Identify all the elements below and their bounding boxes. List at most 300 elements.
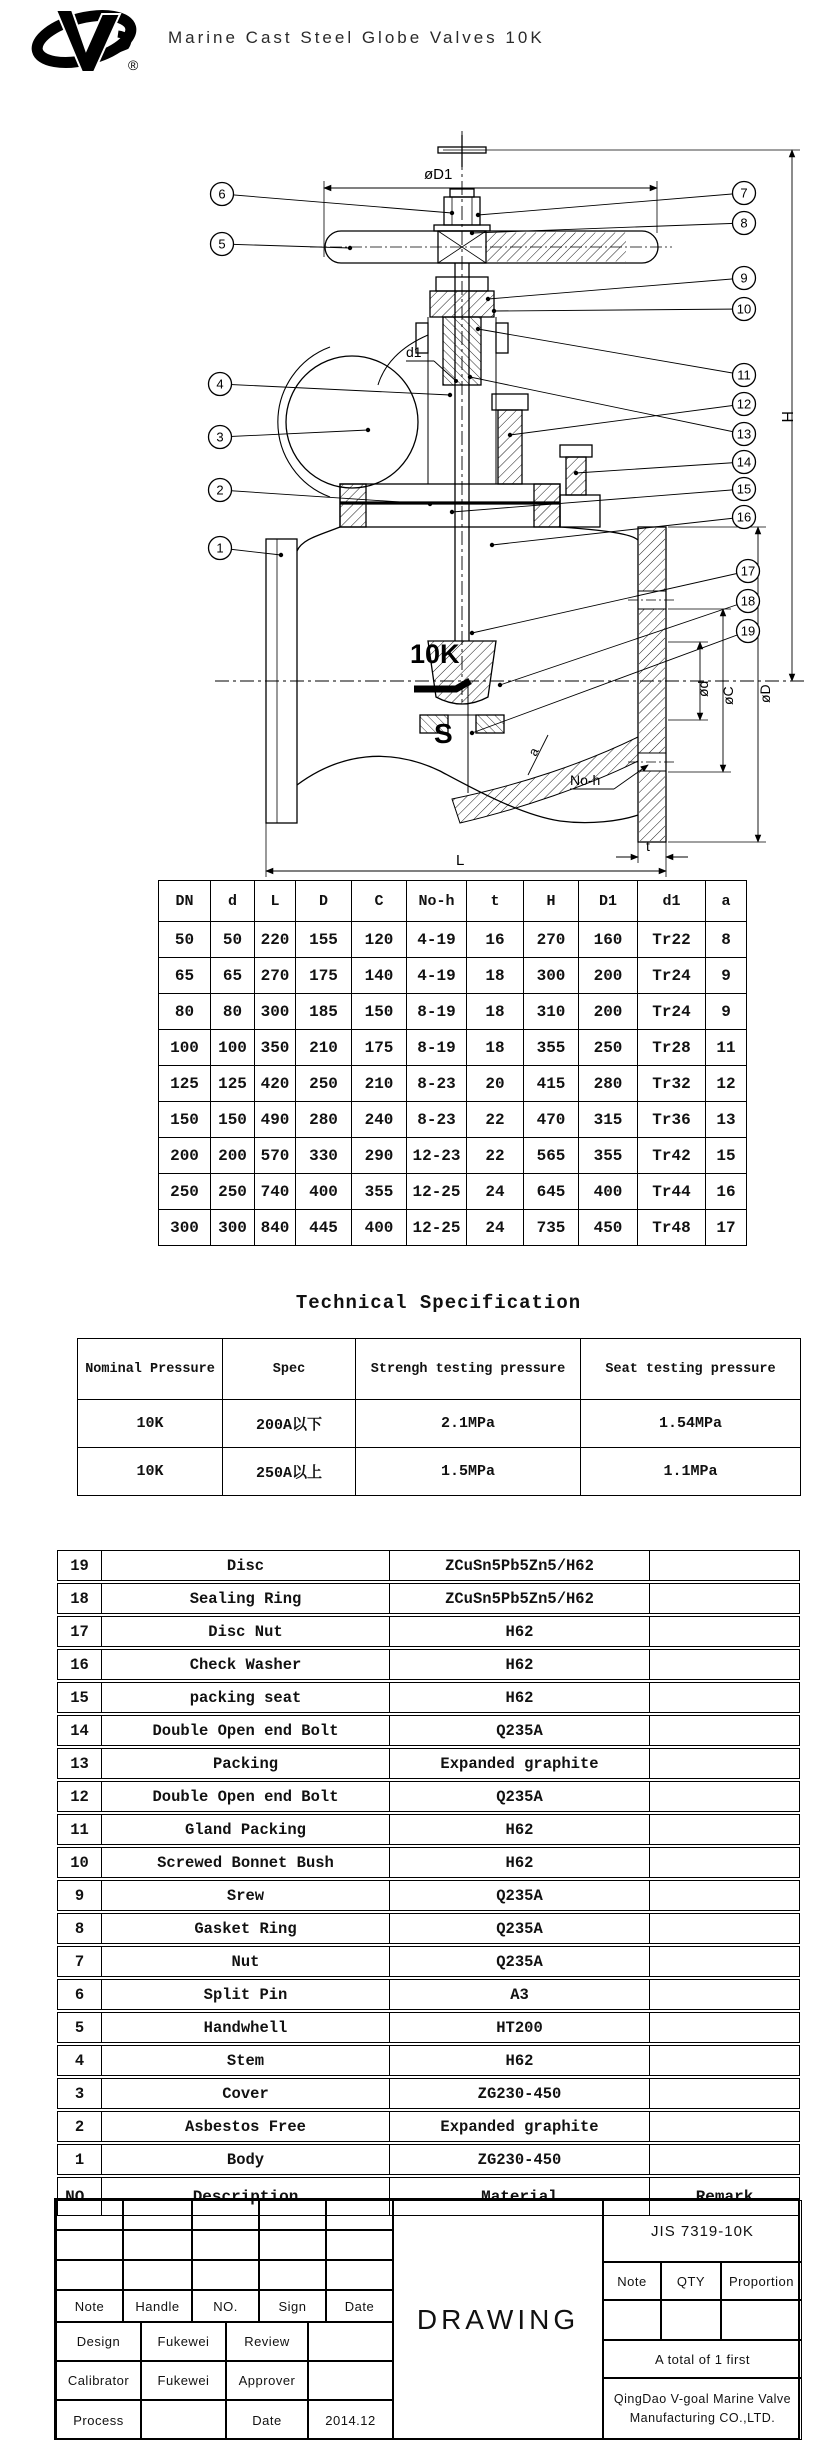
callout-number: 16 <box>736 509 752 525</box>
table-row <box>57 1913 800 1944</box>
dim-label-d1-top: øD1 <box>424 166 453 183</box>
empty-cell <box>603 2300 661 2340</box>
table-cell: 840 <box>255 1210 296 1246</box>
col-header: Strengh testing pressure <box>356 1339 581 1400</box>
callout-target-dot <box>450 211 454 215</box>
table-cell: Tr42 <box>638 1138 706 1174</box>
qty-header-note: Note <box>603 2262 661 2300</box>
table-cell: 200 <box>211 1138 255 1174</box>
table-cell <box>650 1616 800 1647</box>
table-cell: Srew <box>102 1880 390 1911</box>
table-cell: 175 <box>296 958 352 994</box>
table-cell: 315 <box>579 1102 638 1138</box>
callout-leader-line <box>220 490 430 504</box>
table-cell: 355 <box>352 1174 407 1210</box>
callout-number: 17 <box>740 563 756 579</box>
callout-number: 10 <box>736 301 752 317</box>
table-row <box>57 1880 800 1911</box>
callout-target-dot <box>448 393 452 397</box>
table-cell: 735 <box>524 1210 579 1246</box>
callout-11 <box>476 327 756 387</box>
table-cell: 155 <box>296 922 352 958</box>
revision-empty-cell <box>123 2200 192 2230</box>
table-cell: Expanded graphite <box>390 2111 650 2142</box>
callout-number: 1 <box>216 540 224 556</box>
table-cell: ZCuSn5Pb5Zn5/H62 <box>390 1550 650 1581</box>
revision-empty-cell <box>192 2200 259 2230</box>
table-cell: 200 <box>579 958 638 994</box>
revision-empty-cell <box>56 2260 123 2290</box>
signature-cell: Date <box>226 2400 308 2440</box>
callout-target-dot <box>470 231 474 235</box>
table-row <box>159 1138 747 1174</box>
table-cell: 160 <box>579 922 638 958</box>
vgoal-logo-icon <box>26 6 156 80</box>
table-cell: Packing <box>102 1748 390 1779</box>
table-cell: Tr44 <box>638 1174 706 1210</box>
table-cell: Disc Nut <box>102 1616 390 1647</box>
callout-leader-line <box>472 571 748 633</box>
callout-number: 6 <box>218 186 226 202</box>
table-row <box>159 1210 747 1246</box>
callout-target-dot <box>574 471 578 475</box>
revision-empty-cell <box>123 2260 192 2290</box>
table-cell: Tr28 <box>638 1030 706 1066</box>
table-cell: 355 <box>579 1138 638 1174</box>
table-cell: 22 <box>467 1102 524 1138</box>
spec-table-header-row <box>78 1339 801 1400</box>
table-row <box>57 1946 800 1977</box>
revision-header-cell: Sign <box>259 2290 326 2322</box>
table-cell: 19 <box>57 1550 102 1581</box>
dim-label-stem-thread: d1 <box>406 344 422 360</box>
table-cell: Check Washer <box>102 1649 390 1680</box>
dim-label-l: L <box>456 852 465 869</box>
callout-7 <box>476 182 756 218</box>
standard-number-cell: JIS 7319-10K <box>603 2200 802 2262</box>
table-cell: 5 <box>57 2012 102 2043</box>
table-cell: Q235A <box>390 1946 650 1977</box>
table-cell: 10K <box>78 1400 223 1448</box>
table-cell: Expanded graphite <box>390 1748 650 1779</box>
table-cell <box>650 2078 800 2109</box>
table-cell: Q235A <box>390 1781 650 1812</box>
empty-cell <box>661 2300 721 2340</box>
col-header: L <box>255 881 296 922</box>
col-header: NO. <box>57 2177 102 2216</box>
table-cell: 490 <box>255 1102 296 1138</box>
table-cell: 1.54MPa <box>581 1400 801 1448</box>
table-cell: 15 <box>57 1682 102 1713</box>
table-cell <box>650 1979 800 2010</box>
callout-4 <box>209 373 453 398</box>
revision-empty-cell <box>326 2230 393 2260</box>
table-row <box>57 2012 800 2043</box>
table-cell <box>650 1748 800 1779</box>
callout-target-dot <box>486 297 490 301</box>
table-cell: Tr36 <box>638 1102 706 1138</box>
revision-empty-cell <box>259 2230 326 2260</box>
table-cell: 300 <box>255 994 296 1030</box>
table-cell: 12-25 <box>407 1210 467 1246</box>
table-cell: 1 <box>57 2144 102 2175</box>
callout-target-dot <box>470 631 474 635</box>
table-cell: 250 <box>579 1030 638 1066</box>
callout-target-dot <box>428 502 432 506</box>
revision-empty-cell <box>192 2260 259 2290</box>
table-cell: 15 <box>706 1138 747 1174</box>
callout-leader-line <box>452 489 744 512</box>
table-cell: Nut <box>102 1946 390 1977</box>
table-cell: 24 <box>467 1174 524 1210</box>
signature-cell: Process <box>56 2400 141 2440</box>
table-cell: 400 <box>352 1210 407 1246</box>
table-cell: Tr32 <box>638 1066 706 1102</box>
callout-leader-line <box>478 193 744 215</box>
table-cell: 18 <box>467 1030 524 1066</box>
table-cell: 8-23 <box>407 1102 467 1138</box>
table-cell: 740 <box>255 1174 296 1210</box>
table-cell: 20 <box>467 1066 524 1102</box>
table-cell: 50 <box>211 922 255 958</box>
signature-cell <box>308 2322 393 2361</box>
table-cell: 150 <box>159 1102 211 1138</box>
table-row <box>57 1781 800 1812</box>
callout-target-dot <box>492 309 496 313</box>
dim-label-bore: ød <box>695 680 711 697</box>
callout-6 <box>211 183 455 216</box>
callout-number: 5 <box>218 236 226 252</box>
table-cell: 200 <box>579 994 638 1030</box>
table-cell: 9 <box>57 1880 102 1911</box>
table-cell: 8-23 <box>407 1066 467 1102</box>
table-row <box>159 1174 747 1210</box>
drawing-label-cell: DRAWING <box>393 2200 603 2440</box>
table-row <box>57 1616 800 1647</box>
table-cell: 300 <box>211 1210 255 1246</box>
callout-10 <box>492 298 756 321</box>
body-wall-section <box>452 737 638 823</box>
revision-empty-cell <box>259 2200 326 2230</box>
table-cell: H62 <box>390 1847 650 1878</box>
table-cell: 65 <box>159 958 211 994</box>
table-cell: Handwhell <box>102 2012 390 2043</box>
revision-header-cell: NO. <box>192 2290 259 2322</box>
signature-cell: Design <box>56 2322 141 2361</box>
company-line: Manufacturing CO.,LTD. <box>629 2411 776 2425</box>
callout-17 <box>470 560 760 636</box>
dim-label-angle: a <box>525 745 542 759</box>
callout-leader-line <box>500 601 748 685</box>
col-header: DN <box>159 881 211 922</box>
callout-leader-line <box>576 462 744 473</box>
col-header: d <box>211 881 255 922</box>
table-cell: 16 <box>706 1174 747 1210</box>
table-cell: Double Open end Bolt <box>102 1781 390 1812</box>
table-cell: 220 <box>255 922 296 958</box>
table-cell: 290 <box>352 1138 407 1174</box>
table-cell: 8 <box>57 1913 102 1944</box>
callout-number: 7 <box>740 185 748 201</box>
table-row <box>159 1102 747 1138</box>
table-cell <box>650 2012 800 2043</box>
callout-number: 13 <box>736 426 752 442</box>
table-cell: 1.1MPa <box>581 1448 801 1496</box>
spec-section-title: Technical Specification <box>295 1292 582 1314</box>
table-cell: 8-19 <box>407 994 467 1030</box>
callout-target-dot <box>279 553 283 557</box>
table-cell: 470 <box>524 1102 579 1138</box>
table-cell: 125 <box>211 1066 255 1102</box>
signature-cell <box>308 2361 393 2400</box>
bolt-upper <box>492 394 528 410</box>
table-row <box>57 1715 800 1746</box>
table-cell: 270 <box>255 958 296 994</box>
company-cell <box>603 2378 802 2440</box>
table-cell: Split Pin <box>102 1979 390 2010</box>
table-row <box>57 2111 800 2142</box>
table-cell: Tr22 <box>638 922 706 958</box>
callout-16 <box>490 506 756 548</box>
callout-target-dot <box>468 375 472 379</box>
table-cell <box>650 2144 800 2175</box>
callout-number: 14 <box>736 454 752 470</box>
callout-19 <box>470 620 760 736</box>
bolt-lower <box>560 445 592 457</box>
callout-leader-line <box>510 404 744 435</box>
signature-cell: Calibrator <box>56 2361 141 2400</box>
table-cell: Q235A <box>390 1715 650 1746</box>
signature-cell: Fukewei <box>141 2361 226 2400</box>
table-cell: H62 <box>390 1616 650 1647</box>
table-cell: 4-19 <box>407 922 467 958</box>
table-cell: 24 <box>467 1210 524 1246</box>
title-block <box>54 2198 800 2440</box>
table-cell: 100 <box>211 1030 255 1066</box>
table-cell: Cover <box>102 2078 390 2109</box>
callout-leader-line <box>220 384 450 395</box>
table-cell: 22 <box>467 1138 524 1174</box>
table-cell: 175 <box>352 1030 407 1066</box>
table-cell: 18 <box>467 994 524 1030</box>
callout-leader-line <box>494 309 744 311</box>
table-cell: 17 <box>706 1210 747 1246</box>
dim-label-flange-od: øD <box>757 684 773 703</box>
table-cell <box>650 1583 800 1614</box>
table-cell: 200 <box>159 1138 211 1174</box>
callout-18 <box>498 590 760 688</box>
signature-cell: Review <box>226 2322 308 2361</box>
table-cell: 330 <box>296 1138 352 1174</box>
table-row <box>159 1066 747 1102</box>
col-header: Seat testing pressure <box>581 1339 801 1400</box>
table-cell: 16 <box>57 1649 102 1680</box>
col-header: Remark <box>650 2177 800 2216</box>
callout-number: 18 <box>740 593 756 609</box>
col-header: a <box>706 881 747 922</box>
table-cell: 11 <box>706 1030 747 1066</box>
table-cell: 12-23 <box>407 1138 467 1174</box>
table-row <box>57 1583 800 1614</box>
table-cell <box>650 1880 800 1911</box>
callout-3 <box>209 426 371 449</box>
table-row <box>57 1682 800 1713</box>
valve-cross-section-drawing <box>0 85 830 880</box>
table-cell: 10 <box>57 1847 102 1878</box>
callout-number: 15 <box>736 481 752 497</box>
col-header: H <box>524 881 579 922</box>
callout-number: 4 <box>216 376 224 392</box>
table-cell: 445 <box>296 1210 352 1246</box>
table-cell: A3 <box>390 1979 650 2010</box>
table-cell: 6 <box>57 1979 102 2010</box>
table-cell <box>650 1913 800 1944</box>
table-cell: HT200 <box>390 2012 650 2043</box>
table-cell: Q235A <box>390 1880 650 1911</box>
qty-header-qty: QTY <box>661 2262 721 2300</box>
table-row <box>57 1649 800 1680</box>
col-header: No-h <box>407 881 467 922</box>
table-cell: ZCuSn5Pb5Zn5/H62 <box>390 1583 650 1614</box>
table-cell: 400 <box>579 1174 638 1210</box>
table-cell: 12 <box>706 1066 747 1102</box>
table-cell: 200A以下 <box>223 1400 356 1448</box>
table-cell: 400 <box>296 1174 352 1210</box>
table-cell: 14 <box>57 1715 102 1746</box>
table-cell: 13 <box>57 1748 102 1779</box>
table-cell: 9 <box>706 994 747 1030</box>
callout-leader-line <box>222 194 452 213</box>
table-cell: 270 <box>524 922 579 958</box>
table-row <box>57 1550 800 1581</box>
callout-target-dot <box>348 246 352 250</box>
revision-header-cell: Handle <box>123 2290 192 2322</box>
table-cell: packing seat <box>102 1682 390 1713</box>
body-outline <box>297 527 340 551</box>
col-header: D <box>296 881 352 922</box>
callout-target-dot <box>450 510 454 514</box>
table-cell: H62 <box>390 1649 650 1680</box>
revision-header-cell: Date <box>326 2290 393 2322</box>
table-cell: 120 <box>352 922 407 958</box>
table-cell: Asbestos Free <box>102 2111 390 2142</box>
table-cell: 310 <box>524 994 579 1030</box>
table-cell: Body <box>102 2144 390 2175</box>
table-cell: 250 <box>211 1174 255 1210</box>
spec-table <box>77 1338 801 1496</box>
col-header: Spec <box>223 1339 356 1400</box>
table-cell <box>650 1715 800 1746</box>
table-cell <box>650 1649 800 1680</box>
table-cell: 645 <box>524 1174 579 1210</box>
callout-9 <box>486 267 756 302</box>
table-cell: 2.1MPa <box>356 1400 581 1448</box>
callout-14 <box>574 451 756 476</box>
callout-target-dot <box>366 428 370 432</box>
table-cell <box>650 1781 800 1812</box>
table-cell: Gasket Ring <box>102 1913 390 1944</box>
callout-leader-line <box>492 517 744 545</box>
screwed-bonnet-bush-part <box>430 291 494 317</box>
table-cell: 300 <box>524 958 579 994</box>
col-header: Material <box>390 2177 650 2216</box>
table-cell: H62 <box>390 1814 650 1845</box>
table-row <box>57 1748 800 1779</box>
callout-number: 2 <box>216 482 224 498</box>
table-cell: 350 <box>255 1030 296 1066</box>
callout-target-dot <box>470 731 474 735</box>
table-cell: Screwed Bonnet Bush <box>102 1847 390 1878</box>
table-cell: 65 <box>211 958 255 994</box>
table-cell: 570 <box>255 1138 296 1174</box>
table-cell: 250A以上 <box>223 1448 356 1496</box>
callout-5 <box>211 233 353 256</box>
table-cell: 8-19 <box>407 1030 467 1066</box>
table-cell: 125 <box>159 1066 211 1102</box>
table-cell: 150 <box>211 1102 255 1138</box>
table-row <box>159 958 747 994</box>
table-cell: 250 <box>296 1066 352 1102</box>
table-row <box>78 1400 801 1448</box>
table-cell: 4 <box>57 2045 102 2076</box>
callout-leader-line <box>220 430 368 437</box>
dim-label-no-h: No-h <box>570 772 601 788</box>
table-row <box>57 2045 800 2076</box>
table-cell: 250 <box>159 1174 211 1210</box>
table-cell <box>650 1550 800 1581</box>
table-cell: 4-19 <box>407 958 467 994</box>
table-cell: Tr24 <box>638 958 706 994</box>
callout-leader-line <box>222 244 350 248</box>
table-row <box>159 922 747 958</box>
revision-empty-cell <box>123 2230 192 2260</box>
table-cell: Gland Packing <box>102 1814 390 1845</box>
table-cell: 1.5MPa <box>356 1448 581 1496</box>
table-cell: 210 <box>296 1030 352 1066</box>
table-cell: 12 <box>57 1781 102 1812</box>
callout-1 <box>209 537 284 560</box>
table-cell <box>650 2045 800 2076</box>
dimension-table <box>158 880 747 1246</box>
table-cell: 18 <box>57 1583 102 1614</box>
table-cell: 3 <box>57 2078 102 2109</box>
callout-target-dot <box>498 683 502 687</box>
revision-empty-cell <box>326 2260 393 2290</box>
table-cell <box>650 1847 800 1878</box>
col-header: t <box>467 881 524 922</box>
table-cell <box>650 1682 800 1713</box>
company-line: QingDao V-goal Marine Valve <box>613 2392 792 2407</box>
cover-flange <box>340 484 560 527</box>
table-cell: 300 <box>159 1210 211 1246</box>
table-row <box>159 1030 747 1066</box>
parts-list-table <box>57 1548 800 2218</box>
pressure-class-marking: 10K <box>410 639 460 669</box>
table-cell: 13 <box>706 1102 747 1138</box>
table-cell: 9 <box>706 958 747 994</box>
table-cell: Tr24 <box>638 994 706 1030</box>
table-cell: ZG230-450 <box>390 2078 650 2109</box>
callout-number: 11 <box>737 367 751 383</box>
table-cell: 450 <box>579 1210 638 1246</box>
table-cell: 12-25 <box>407 1174 467 1210</box>
table-cell: ZG230-450 <box>390 2144 650 2175</box>
table-cell <box>650 1814 800 1845</box>
table-cell: H62 <box>390 2045 650 2076</box>
table-cell: 210 <box>352 1066 407 1102</box>
table-cell: H62 <box>390 1682 650 1713</box>
table-cell: Q235A <box>390 1913 650 1944</box>
